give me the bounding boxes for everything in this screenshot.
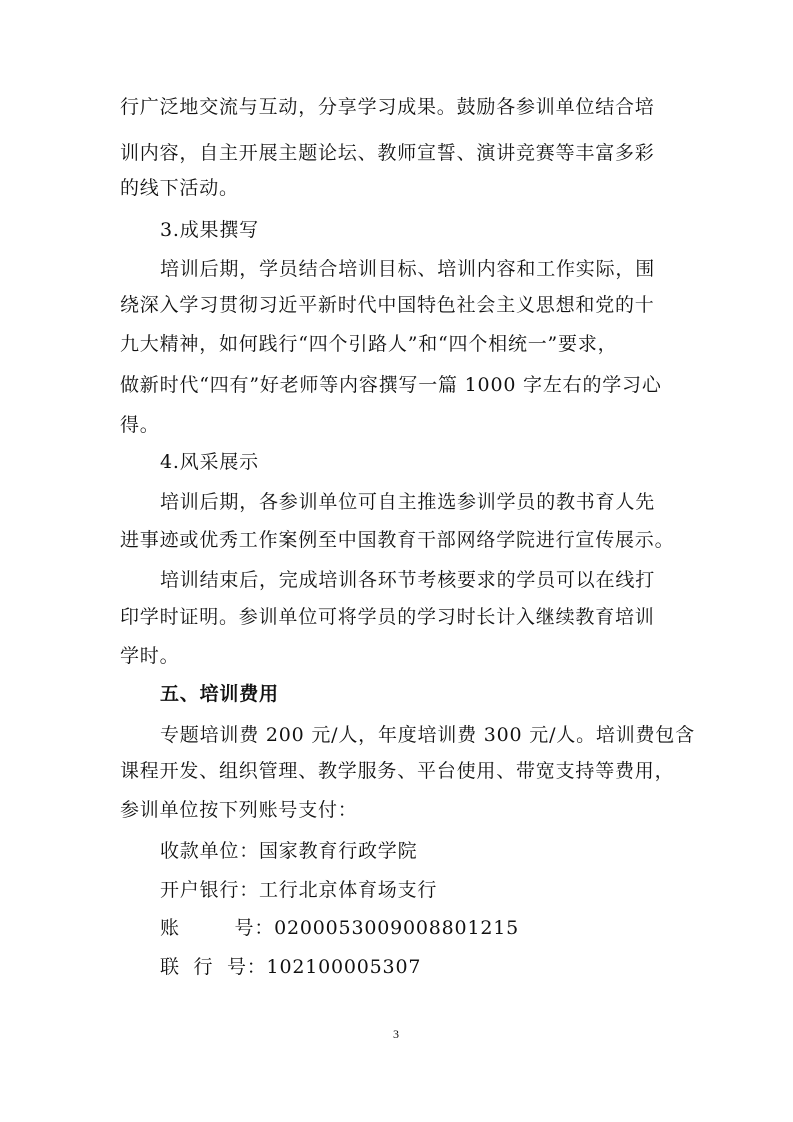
body-line: 学时。 [120,645,180,667]
body-line: 做新时代“四有”好老师等内容撰写一篇 1000 字左右的学习心 [120,374,662,396]
body-line: 印学时证明。参训单位可将学员的学习时长计入继续教育培训 [120,606,655,628]
account-number-line: 账 号：0200053009008801215 [160,917,519,939]
interbank-number-line: 联 行 号：102100005307 [160,956,422,978]
body-line: 得。 [120,414,160,436]
body-line: 课程开发、组织管理、教学服务、平台使用、带宽支持等费用， [120,760,675,782]
section-heading: 五、培训费用 [160,683,279,705]
body-line: 参训单位按下列账号支付： [120,799,358,821]
body-line: 的线下活动。 [120,177,239,199]
body-line: 行广泛地交流与互动，分享学习成果。鼓励各参训单位结合培 [120,96,655,118]
page-number: 3 [393,1027,399,1041]
body-line: 训内容，自主开展主题论坛、教师宣誓、演讲竞赛等丰富多彩 [120,142,655,164]
body-line: 专题培训费 200 元/人，年度培训费 300 元/人。培训费包含 [160,724,695,746]
subsection-heading: 3.成果撰写 [160,219,259,241]
body-line: 九大精神，如何践行“四个引路人”和“四个相统一”要求， [120,333,618,355]
body-line: 培训结束后，完成培训各环节考核要求的学员可以在线打 [160,569,656,591]
body-line: 进事迹或优秀工作案例至中国教育干部网络学院进行宣传展示。 [120,529,675,551]
body-line: 绕深入学习贯彻习近平新时代中国特色社会主义思想和党的十 [120,294,655,316]
payee-line: 收款单位：国家教育行政学院 [160,840,418,862]
body-line: 培训后期，各参训单位可自主推选参训学员的教书育人先 [160,491,656,513]
subsection-heading: 4.风采展示 [160,451,259,473]
body-line: 培训后期，学员结合培训目标、培训内容和工作实际，围 [160,258,656,280]
bank-line: 开户银行：工行北京体育场支行 [160,879,438,901]
